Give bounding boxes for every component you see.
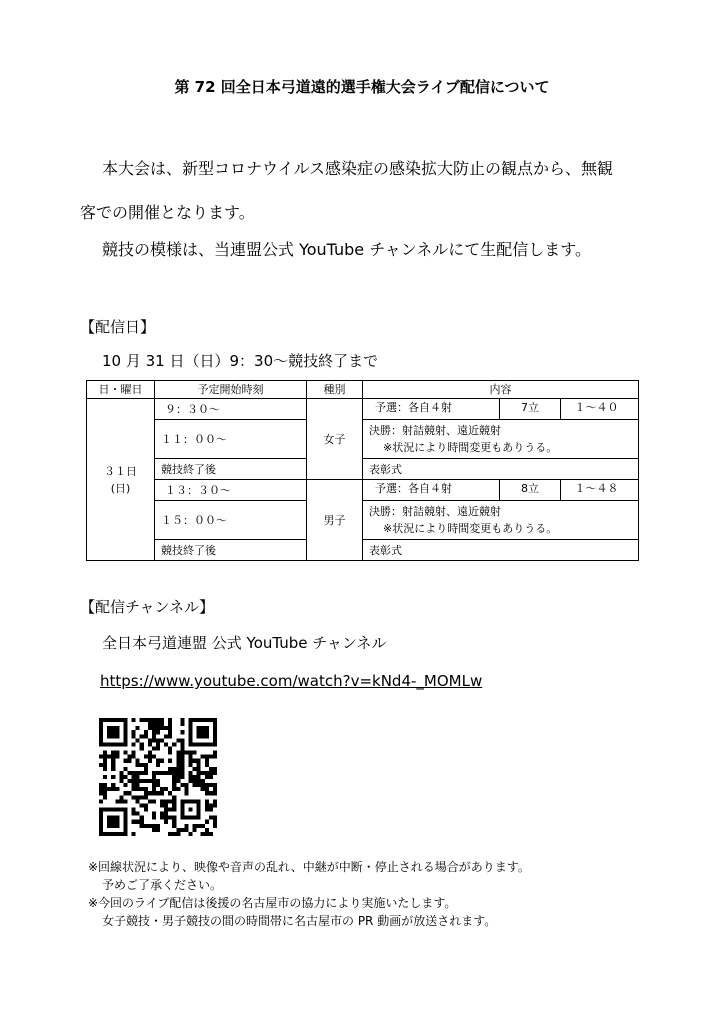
time-cell: １３：３０〜 — [155, 480, 307, 501]
table-row — [87, 480, 639, 501]
time-cell: １１：００〜 — [155, 420, 307, 459]
content-cell — [363, 399, 639, 420]
content-cell — [363, 501, 639, 540]
page-title: 第 72 回全日本弓道遠的選手権大会ライブ配信について — [174, 78, 550, 96]
content-cell — [363, 420, 639, 459]
intro-line-1: 本大会は、新型コロナウイルス感染症の感染拡大防止の観点から、無観 — [102, 159, 614, 178]
table-header-row — [87, 381, 639, 399]
time-cell: 競技終了後 — [155, 459, 307, 480]
table-row — [87, 459, 639, 480]
content-text: 予選：各自４射 — [375, 401, 452, 414]
notes — [88, 858, 530, 930]
channel-name: 全日本弓道連盟 公式 YouTube チャンネル — [102, 634, 387, 652]
content-cell: 表彰式 — [363, 459, 639, 480]
archer-range: １〜４８ — [574, 482, 619, 495]
table-row — [87, 399, 639, 420]
channel-heading: 【配信チャンネル】 — [80, 598, 215, 616]
day-value: ３１日 — [104, 464, 137, 478]
header-day: 日・曜日 — [87, 381, 155, 399]
intro-line-2: 客での開催となります。 — [80, 203, 255, 222]
broadcast-date-heading: 【配信日】 — [80, 318, 156, 336]
note-2-sub: 女子競技・男子競技の間の時間帯に名古屋市の PR 動画が放送されます。 — [102, 914, 497, 928]
header-content: 内容 — [363, 381, 639, 399]
table-row — [87, 501, 639, 540]
note-2: ※今回のライブ配信は後援の名古屋市の協力により実施いたします。 — [88, 896, 457, 910]
archer-range: １〜４０ — [574, 401, 619, 414]
content-text: 予選：各自４射 — [375, 482, 452, 495]
category-men: 男子 — [307, 480, 363, 561]
tachi-count: 8立 — [499, 480, 561, 500]
intro-line-3: 競技の模様は、当連盟公式 YouTube チャンネルにて生配信します。 — [102, 240, 591, 259]
note-1: ※回線状況により、映像や音声の乱れ、中継が中断・停止される場合があります。 — [88, 860, 530, 874]
tachi-count: 7立 — [499, 399, 561, 419]
header-start-time: 予定開始時刻 — [155, 381, 307, 399]
time-cell: ９：３０〜 — [155, 399, 307, 420]
content-cell — [363, 480, 639, 501]
content-text: 決勝：射詰競射、遠近競射 — [369, 424, 501, 437]
table-row — [87, 420, 639, 459]
weekday-value: (日) — [110, 481, 131, 495]
category-women: 女子 — [307, 399, 363, 480]
time-cell: １５：００〜 — [155, 501, 307, 540]
broadcast-date-value: 10 月 31 日（日）9：30〜競技終了まで — [102, 352, 379, 370]
content-text: 決勝：射詰競射、遠近競射 — [369, 505, 501, 518]
day-cell — [87, 399, 155, 561]
schedule-table — [86, 380, 639, 561]
qr-code-icon — [99, 718, 217, 836]
youtube-link[interactable]: https://www.youtube.com/watch?v=kNd4-_MOMLw — [100, 672, 483, 690]
content-note: ※状況により時間変更もありうる。 — [383, 441, 558, 454]
content-note: ※状況により時間変更もありうる。 — [383, 522, 558, 535]
content-cell: 表彰式 — [363, 540, 639, 561]
note-1-sub: 予めご了承ください。 — [102, 878, 223, 892]
time-cell: 競技終了後 — [155, 540, 307, 561]
header-category: 種別 — [307, 381, 363, 399]
table-row — [87, 540, 639, 561]
